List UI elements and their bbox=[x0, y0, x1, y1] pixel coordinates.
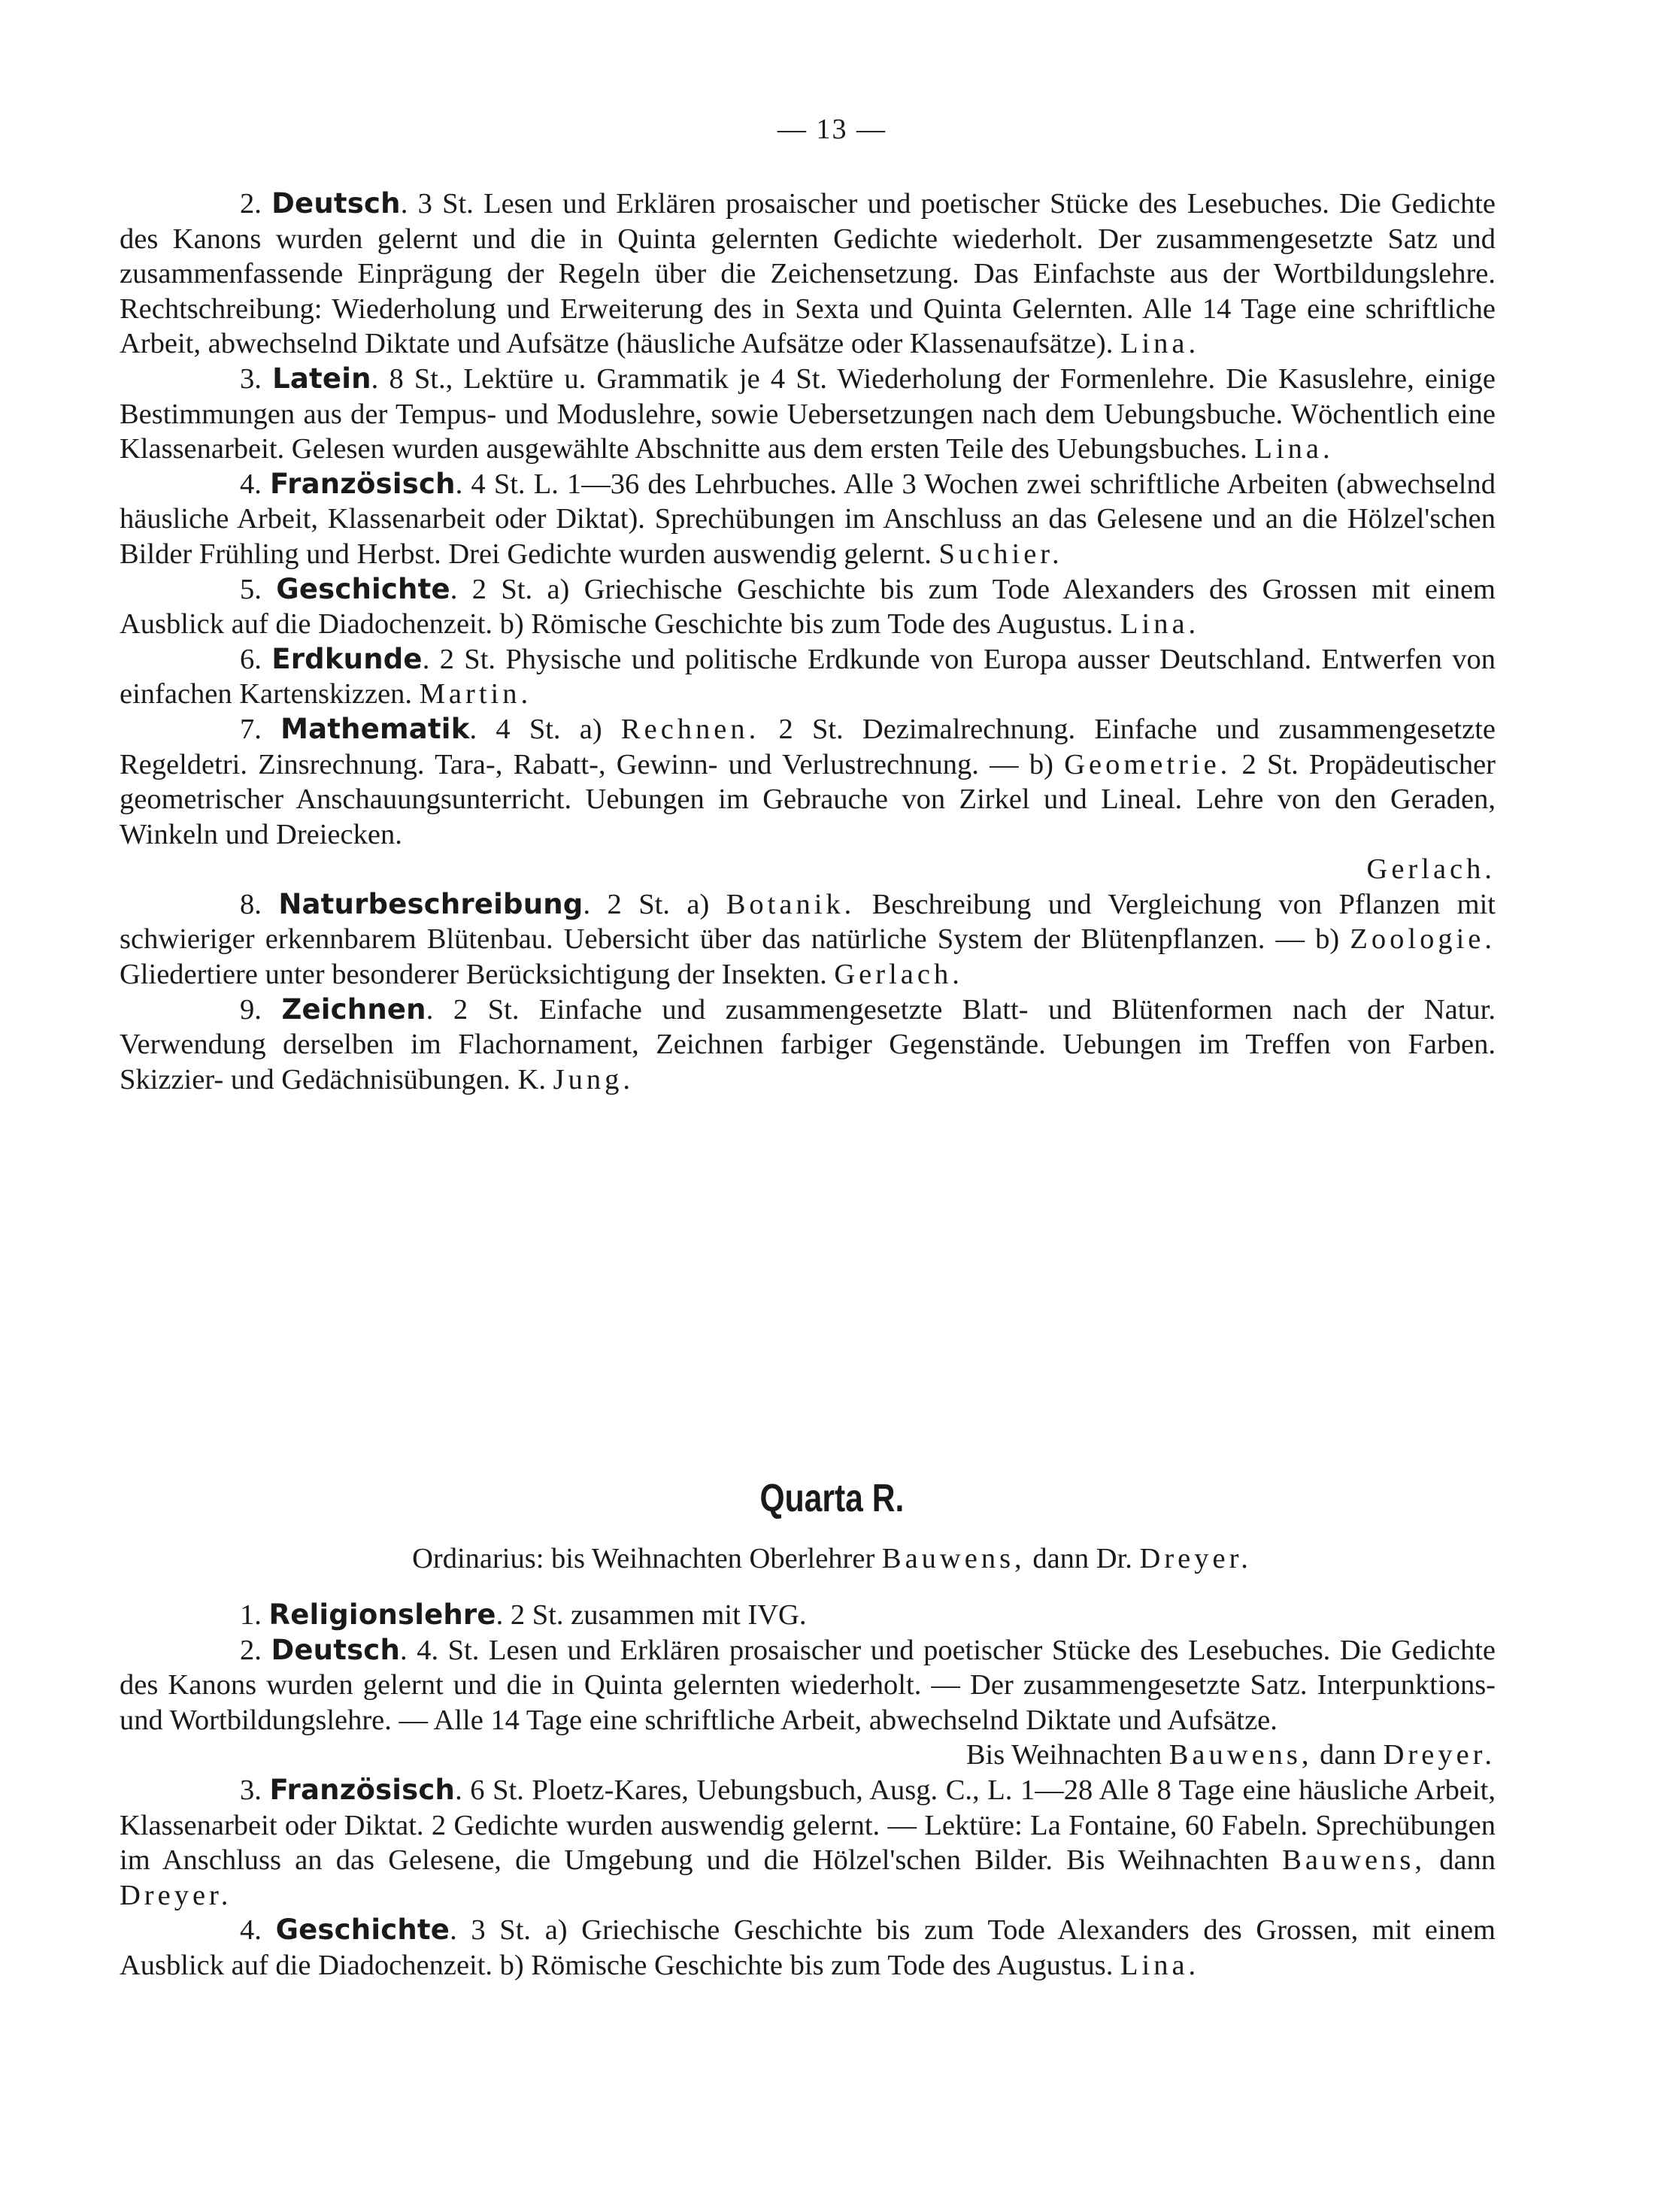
topic-zoologie: Zoologie. bbox=[1350, 923, 1496, 956]
subject-title: Deutsch bbox=[271, 1633, 400, 1666]
subject-title: Naturbeschreibung bbox=[278, 887, 583, 920]
item-text: . 8 St., Lektüre u. Grammatik je 4 St. Wiederholung der Formenlehre. Die Kasuslehre, einige Bestimmungen aus der Tempus- und Moduslehre, sowie Uebersetzungen nach dem Uebungsbuche. Wöchentlich eine Klassenarbeit. Gelesen wurden ausgewählte Abschnitte aus dem ersten Teile des Uebungsbuches. bbox=[120, 362, 1496, 465]
page-number: — 13 — bbox=[777, 114, 887, 145]
item-franzoesisch: 4. Französisch. 4 St. L. 1—36 des Lehrbuches. Alle 3 Wochen zwei schriftliche Arbeiten (abwechselnd häusliche Arbeit, Klassenarbeit oder Diktat). Sprechübungen im Anschluss an das Gelesene und an die Hölzel'schen Bilder Frühling und Herbst. Drei Gedichte wurden auswendig gelernt. Suchier. bbox=[120, 467, 1496, 570]
item-text: . 2 St. Einfache und zusammengesetzte Blatt- und Blütenformen nach der Natur. Verwendung derselben im Flachornament, Zeichnen farbiger Gegenstände. Uebungen im Treffen von Farben. Skizzier- und Gedächnisübungen. K. bbox=[120, 993, 1496, 1095]
subject-title: Zeichnen bbox=[281, 992, 426, 1026]
subject-title: Deutsch bbox=[271, 187, 401, 220]
item-text: . 2 St. a) Griechische Geschichte bis zum Tode Alexanders des Grossen mit einem Ausblick auf die Diadochenzeit. b) Römische Geschichte bis zum Tode des Augustus. bbox=[120, 573, 1496, 641]
item-deutsch: 2. Deutsch. 3 St. Lesen und Erklären prosaischer und poetischer Stücke des Lesebuches. Die Gedichte des Kanons wurden gelernt und die in Quinta gelernten Gedichte wiederholt. Der zusammengesetzte Satz und zusammenfassende Einprägung der Regeln über die Zeichensetzung. Das Einfachste aus der Wortbildungslehre. Rechtschreibung: Wiederholung und Erweiterung des in Sexta und Quinta Gelernten. Alle 14 Tage eine schriftliche Arbeit, abwechselnd Diktate und Aufsätze (häusliche Aufsätze oder Klassenaufsätze). Lina. bbox=[120, 187, 1496, 360]
item-erdkunde: 6. Erdkunde. 2 St. Physische und politische Erdkunde von Europa ausser Deutschland. Entwerfen von einfachen Kartenskizzen. Martin. bbox=[120, 642, 1496, 711]
teacher-name: Bauwens, bbox=[1168, 1739, 1313, 1771]
topic-rechnen: Rechnen. bbox=[620, 713, 760, 745]
item-text: . 3 St. Lesen und Erklären prosaischer und poetischer Stücke des Lesebuches. Die Gedichte des Kanons wurden gelernt und die in Quinta gelernten Gedichte wiederholt. Der zusammengesetzte Satz und zusammenfassende Einprägung der Regeln über die Zeichensetzung. Das Einfachste aus der Wortbildungslehre. Rechtschreibung: Wiederholung und Erweiterung des in Sexta und Quinta Gelernten. Alle 14 Tage eine schriftliche Arbeit, abwechselnd Diktate und Aufsätze (häusliche Aufsätze oder Klassenaufsätze). bbox=[120, 188, 1496, 360]
item-text: . 4 St. L. 1—36 des Lehrbuches. Alle 3 Wochen zwei schriftliche Arbeiten (abwechselnd häusliche Arbeit, Klassenarbeit oder Diktat). Sprechübungen im Anschluss an das Gelesene und an die Hölzel'schen Bilder Frühling und Herbst. Drei Gedichte wurden auswendig gelernt. bbox=[120, 468, 1496, 570]
ordinarius-line: Ordinarius: bis Weihnachten Oberlehrer Bauwens, dann Dr. Dreyer. bbox=[412, 1543, 1252, 1574]
teacher-name: Lina. bbox=[1120, 608, 1200, 641]
item-text: . 4. St. Lesen und Erklären prosaischer und poetischer Stücke des Lesebuches. Die Gedichte des Kanons wurden gelernt und die in Quinta gelernten wiederholt. — Der zusammengesetzte Satz. Interpunktions- und Wortbildungslehre. — Alle 14 Tage eine schriftliche Arbeit, abwechselnd Diktate und Aufsätze. bbox=[120, 1634, 1496, 1736]
item-mathematik: 7. Mathematik. 4 St. a) Rechnen. 2 St. Dezimalrechnung. Einfache und zusammengesetzte Regeldetri. Zinsrechnung. Tara-, Rabatt-, Gewinn- und Verlustrechnung. — b) Geometrie. 2 St. Propädeutischer geometrischer Anschauungsunterricht. Uebungen im Gebrauche von Zirkel und Lineal. Lehre von den Geraden, Winkeln und Dreiecken. Gerlach. bbox=[120, 712, 1496, 887]
subject-title: Mathematik bbox=[280, 712, 470, 745]
item-deutsch-quarta: 2. Deutsch. 4. St. Lesen und Erklären prosaischer und poetischer Stücke des Lesebuches. Die Gedichte des Kanons wurden gelernt und die in Quinta gelernten wiederholt. — Der zusammengesetzte Satz. Interpunktions- und Wortbildungslehre. — Alle 14 Tage eine schriftliche Arbeit, abwechselnd Diktate und Aufsätze. Bis Weihnachten Bauwens, dann Dreyer. bbox=[120, 1633, 1496, 1773]
subject-title: Geschichte bbox=[276, 572, 450, 605]
item-zeichnen: 9. Zeichnen. 2 St. Einfache und zusammengesetzte Blatt- und Blütenformen nach der Natur. Verwendung derselben im Flachornament, Zeichnen farbiger Gegenstände. Uebungen im Treffen von Farben. Skizzier- und Gedächnisübungen. K. Jung. bbox=[120, 992, 1496, 1095]
teacher-name: Lina. bbox=[1120, 328, 1200, 360]
subject-title: Erdkunde bbox=[271, 642, 423, 675]
subject-title: Latein bbox=[272, 362, 371, 395]
teacher-name: Suchier. bbox=[938, 538, 1063, 570]
item-text: . 3 St. a) Griechische Geschichte bis zum Tode Alexanders des Grossen, mit einem Ausblick auf die Diadochenzeit. b) Römische Geschichte bis zum Tode des Augustus. bbox=[120, 1914, 1496, 1981]
teacher-name: Gerlach. bbox=[1366, 853, 1496, 886]
item-franzoesisch-quarta: 3. Französisch. 6 St. Ploetz-Kares, Uebungsbuch, Ausg. C., L. 1—28 Alle 8 Tage eine häusliche Arbeit, Klassenarbeit oder Diktat. 2 Gedichte wurden auswendig gelernt. — Lektüre: La Fontaine, 60 Fabeln. Sprechübungen im Anschluss an das Gelesene, die Umgebung und die Hölzel'schen Bilder. Bis Weihnachten Bauwens, dann Dreyer. bbox=[120, 1773, 1496, 1911]
subject-title: Französisch bbox=[270, 467, 456, 500]
subject-title: Religionslehre bbox=[268, 1598, 496, 1631]
teacher-name: Bauwens, bbox=[1282, 1844, 1426, 1877]
subject-title: Geschichte bbox=[275, 1914, 450, 1947]
item-text: . 6 St. Ploetz-Kares, Uebungsbuch, Ausg. C., L. 1—28 Alle 8 Tage eine häusliche Arbeit, Klassenarbeit oder Diktat. 2 Gedichte wurden auswendig gelernt. — Lektüre: La Fontaine, 60 Fabeln. Sprechübungen im Anschluss an das Gelesene, die Umgebung und die Hölzel'schen Bilder. Bis Weihnachten bbox=[120, 1774, 1496, 1877]
teacher-name: Gerlach. bbox=[834, 959, 963, 991]
item-latein: 3. Latein. 8 St., Lektüre u. Grammatik je 4 St. Wiederholung der Formenlehre. Die Kasuslehre, einige Bestimmungen aus der Tempus- und Moduslehre, sowie Uebersetzungen nach dem Uebungsbuche. Wöchentlich eine Klassenarbeit. Gelesen wurden ausgewählte Abschnitte aus dem ersten Teile des Uebungsbuches. Lina. bbox=[120, 362, 1496, 465]
section-quarta-subjects bbox=[120, 1598, 1496, 1983]
item-religionslehre: 1. Religionslehre. 2 St. zusammen mit IVG. bbox=[240, 1598, 807, 1631]
teacher-name: Martin. bbox=[419, 678, 532, 711]
item-naturbeschreibung: 8. Naturbeschreibung. 2 St. a) Botanik. Beschreibung und Vergleichung von Pflanzen mit schwieriger erkennbarem Blütenbau. Uebersicht über das natürliche System der Blütenpflanzen. — b) Zoologie. Gliedertiere unter besonderer Berücksichtigung der Insekten. Gerlach. bbox=[120, 887, 1496, 991]
teacher-name: Jung. bbox=[553, 1063, 634, 1095]
item-text: . 2 St. zusammen mit IVG. bbox=[496, 1599, 807, 1631]
topic-geometrie: Geometrie. bbox=[1064, 748, 1232, 780]
teacher-name: Lina. bbox=[1254, 433, 1334, 465]
teacher-name: Lina. bbox=[1120, 1949, 1200, 1981]
topic-botanik: Botanik. bbox=[726, 888, 856, 920]
signature-line: Bis Weihnachten Bauwens, dann Dreyer. bbox=[965, 1739, 1496, 1771]
teacher-name: Bauwens, bbox=[881, 1543, 1026, 1574]
subject-title: Französisch bbox=[269, 1773, 456, 1806]
item-geschichte-quarta: 4. Geschichte. 3 St. a) Griechische Geschichte bis zum Tode Alexanders des Grossen, mit einem Ausblick auf die Diadochenzeit. b) Römische Geschichte bis zum Tode des Augustus. Lina. bbox=[120, 1914, 1496, 1981]
section-heading-quarta: Quarta R. bbox=[759, 1477, 905, 1520]
item-text: . 2 St. Physische und politische Erdkunde von Europa ausser Deutschland. Entwerfen von einfachen Kartenskizzen. bbox=[120, 643, 1496, 711]
teacher-name: Dreyer. bbox=[1383, 1739, 1496, 1771]
item-geschichte: 5. Geschichte. 2 St. a) Griechische Geschichte bis zum Tode Alexanders des Grossen mit einem Ausblick auf die Diadochenzeit. b) Römische Geschichte bis zum Tode des Augustus. Lina. bbox=[120, 572, 1496, 641]
teacher-name: Dreyer. bbox=[120, 1879, 232, 1911]
teacher-name: Dreyer. bbox=[1139, 1543, 1252, 1574]
section-upper-subjects bbox=[120, 186, 1496, 1097]
